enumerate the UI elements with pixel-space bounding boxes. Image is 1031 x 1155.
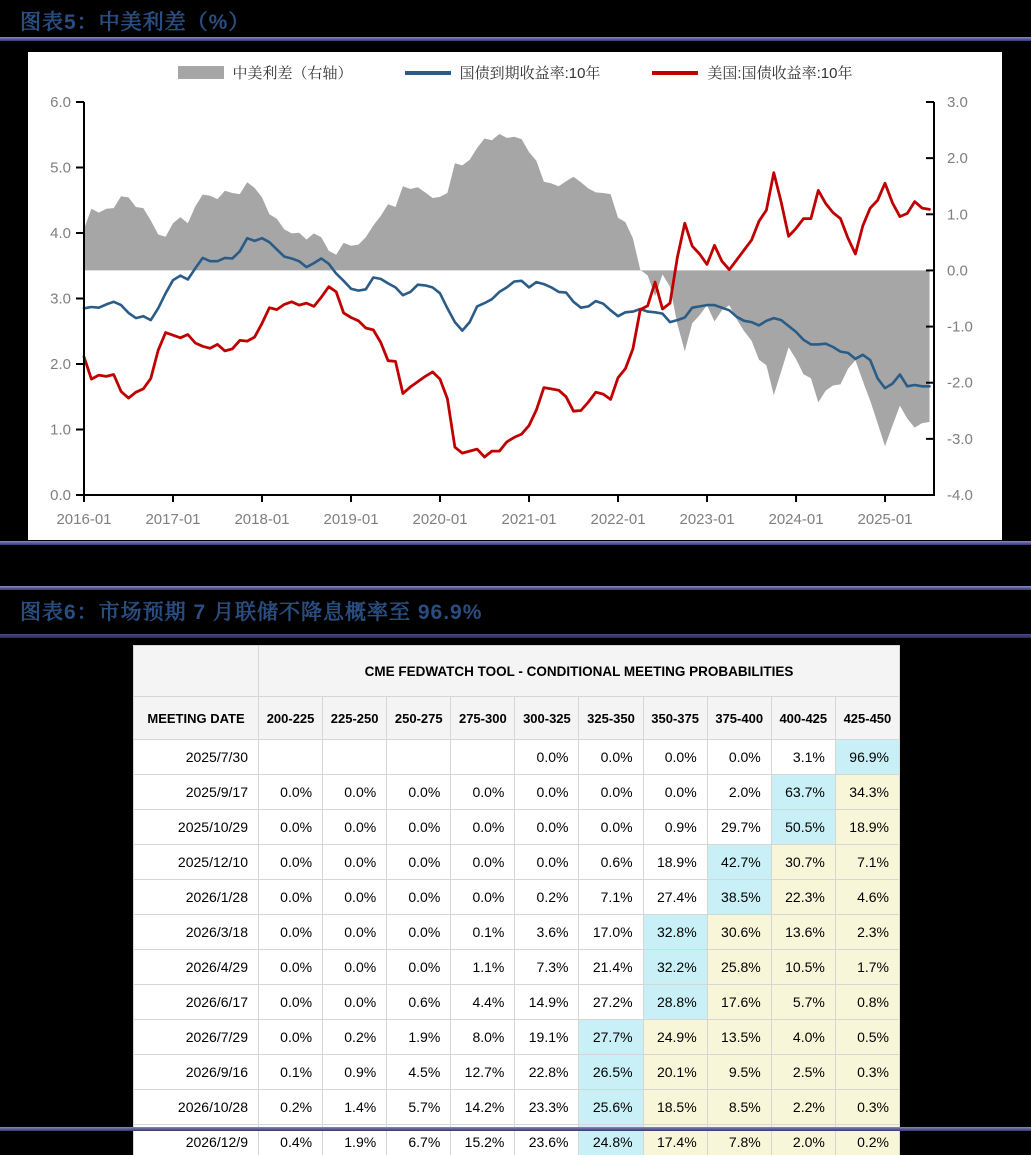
x-axis-label: 2021-01 (501, 511, 557, 528)
table-title: CME FEDWATCH TOOL - CONDITIONAL MEETING PROBABILITIES (259, 646, 900, 697)
probability-cell: 0.0% (259, 915, 323, 950)
probability-cell: 50.5% (771, 810, 835, 845)
probability-cell: 0.2% (515, 880, 579, 915)
meeting-date-cell: 2026/1/28 (134, 880, 259, 915)
probability-cell: 0.2% (835, 1125, 899, 1155)
probability-cell: 14.2% (451, 1090, 515, 1125)
probability-cell: 0.1% (259, 1055, 323, 1090)
x-axis-label: 2017-01 (145, 511, 201, 528)
right-axis-label: -1.0 (947, 318, 973, 336)
right-axis-label: 0.0 (947, 262, 968, 280)
probability-cell: 0.9% (323, 1055, 387, 1090)
probability-cell: 15.2% (451, 1125, 515, 1155)
china-line-swatch (405, 71, 451, 75)
probability-cell: 4.5% (387, 1055, 451, 1090)
probability-cell: 21.4% (579, 950, 643, 985)
probability-cell: 17.6% (707, 985, 771, 1020)
probability-cell: 1.9% (387, 1020, 451, 1055)
left-axis-label: 5.0 (50, 159, 71, 177)
probability-cell: 0.0% (515, 775, 579, 810)
probability-cell: 18.9% (643, 845, 707, 880)
rate-range-header: 250-275 (387, 697, 451, 740)
probability-cell: 17.0% (579, 915, 643, 950)
probability-cell: 23.3% (515, 1090, 579, 1125)
left-axis-label: 4.0 (50, 225, 71, 242)
probability-cell: 1.9% (323, 1125, 387, 1155)
probability-cell: 1.1% (451, 950, 515, 985)
rate-range-header: 275-300 (451, 697, 515, 740)
probability-cell: 23.6% (515, 1125, 579, 1155)
probability-cell: 20.1% (643, 1055, 707, 1090)
x-axis-label: 2023-01 (679, 511, 735, 528)
rate-range-header: 225-250 (323, 697, 387, 740)
probability-cell: 5.7% (771, 985, 835, 1020)
probability-cell: 27.7% (579, 1020, 643, 1055)
probability-cell: 24.8% (579, 1125, 643, 1155)
probability-cell: 0.0% (323, 915, 387, 950)
figure5-bottom-rule (0, 541, 1031, 545)
probability-cell: 0.0% (451, 810, 515, 845)
probability-cell: 19.1% (515, 1020, 579, 1055)
probability-cell: 2.3% (835, 915, 899, 950)
probability-cell: 0.0% (387, 880, 451, 915)
probability-cell: 29.7% (707, 810, 771, 845)
fedwatch-table (133, 645, 900, 1155)
probability-cell: 0.0% (323, 810, 387, 845)
probability-cell: 3.6% (515, 915, 579, 950)
left-axis-label: 0.0 (50, 487, 71, 504)
probability-cell: 38.5% (707, 880, 771, 915)
meeting-date-cell: 2026/7/29 (134, 1020, 259, 1055)
left-axis-label: 2.0 (50, 356, 71, 373)
probability-cell: 0.0% (451, 775, 515, 810)
probability-cell: 1.7% (835, 950, 899, 985)
table-row (134, 740, 900, 775)
probability-cell: 10.5% (771, 950, 835, 985)
china-us-spread-chart (28, 52, 1002, 540)
probability-cell: 0.3% (835, 1055, 899, 1090)
probability-cell: 26.5% (579, 1055, 643, 1090)
table-row (134, 880, 900, 915)
probability-cell: 34.3% (835, 775, 899, 810)
probability-cell: 32.2% (643, 950, 707, 985)
probability-cell: 0.0% (387, 845, 451, 880)
table-row (134, 1055, 900, 1090)
legend-label-china: 国债到期收益率:10年 (459, 65, 601, 82)
legend-item-spread (178, 62, 353, 83)
table-row (134, 810, 900, 845)
probability-cell: 0.0% (579, 810, 643, 845)
probability-cell: 0.5% (835, 1020, 899, 1055)
meeting-date-cell: 2026/9/16 (134, 1055, 259, 1090)
probability-cell: 13.5% (707, 1020, 771, 1055)
probability-cell: 0.0% (323, 985, 387, 1020)
meeting-date-cell: 2025/7/30 (134, 740, 259, 775)
figure5-title-rule (0, 37, 1031, 41)
probability-cell: 0.0% (515, 740, 579, 775)
probability-cell: 18.9% (835, 810, 899, 845)
us-line-swatch (652, 71, 698, 75)
probability-cell: 5.7% (387, 1090, 451, 1125)
probability-cell: 0.0% (643, 740, 707, 775)
probability-cell: 2.0% (771, 1125, 835, 1155)
probability-cell: 12.7% (451, 1055, 515, 1090)
probability-cell: 0.0% (579, 775, 643, 810)
probability-cell: 28.8% (643, 985, 707, 1020)
probability-cell (323, 740, 387, 775)
probability-cell: 0.0% (323, 950, 387, 985)
probability-cell: 7.1% (579, 880, 643, 915)
probability-cell: 27.4% (643, 880, 707, 915)
rate-range-header: 350-375 (643, 697, 707, 740)
legend-label-spread: 中美利差（右轴） (232, 65, 353, 82)
probability-cell: 17.4% (643, 1125, 707, 1155)
spread-area-swatch (178, 66, 224, 79)
rate-range-header: 300-325 (515, 697, 579, 740)
figure6-title-rule (0, 634, 1031, 638)
meeting-date-cell: 2025/9/17 (134, 775, 259, 810)
meeting-date-cell: 2026/12/9 (134, 1125, 259, 1155)
meeting-date-cell: 2026/3/18 (134, 915, 259, 950)
x-axis-label: 2020-01 (412, 511, 468, 528)
probability-cell: 8.5% (707, 1090, 771, 1125)
right-axis-label: 2.0 (947, 150, 968, 168)
probability-cell: 42.7% (707, 845, 771, 880)
probability-cell: 22.8% (515, 1055, 579, 1090)
meeting-date-cell: 2025/12/10 (134, 845, 259, 880)
probability-cell: 6.7% (387, 1125, 451, 1155)
right-axis-label: -4.0 (947, 487, 973, 504)
rate-range-header: 325-350 (579, 697, 643, 740)
probability-cell: 4.4% (451, 985, 515, 1020)
probability-cell: 22.3% (771, 880, 835, 915)
probability-cell: 4.0% (771, 1020, 835, 1055)
rate-range-header: 375-400 (707, 697, 771, 740)
rate-range-header: 425-450 (835, 697, 899, 740)
x-axis-label: 2024-01 (768, 511, 824, 528)
meeting-date-cell: 2026/6/17 (134, 985, 259, 1020)
probability-cell: 7.8% (707, 1125, 771, 1155)
figure5-chart-panel (28, 52, 1002, 540)
probability-cell: 0.0% (259, 950, 323, 985)
meeting-date-cell: 2026/4/29 (134, 950, 259, 985)
probability-cell: 0.0% (259, 810, 323, 845)
probability-cell: 7.1% (835, 845, 899, 880)
probability-cell: 13.6% (771, 915, 835, 950)
table-row (134, 1020, 900, 1055)
x-axis-label: 2025-01 (857, 511, 913, 528)
probability-cell: 0.8% (835, 985, 899, 1020)
table-row (134, 1090, 900, 1125)
probability-cell (259, 740, 323, 775)
probability-cell: 2.2% (771, 1090, 835, 1125)
table-row (134, 985, 900, 1020)
probability-cell: 0.3% (835, 1090, 899, 1125)
probability-cell: 0.6% (387, 985, 451, 1020)
legend-item-china-yield (405, 62, 601, 83)
legend-item-us-yield (652, 62, 852, 83)
probability-cell: 24.9% (643, 1020, 707, 1055)
probability-cell: 2.5% (771, 1055, 835, 1090)
probability-cell: 63.7% (771, 775, 835, 810)
chart-legend (28, 62, 1002, 83)
probability-cell: 0.0% (387, 810, 451, 845)
right-axis-label: 1.0 (947, 206, 968, 224)
probability-cell: 25.6% (579, 1090, 643, 1125)
probability-cell: 0.9% (643, 810, 707, 845)
meeting-date-header: MEETING DATE (134, 697, 259, 740)
probability-cell: 0.0% (515, 810, 579, 845)
probability-cell: 27.2% (579, 985, 643, 1020)
x-axis-label: 2022-01 (590, 511, 646, 528)
probability-cell: 0.0% (323, 880, 387, 915)
rate-range-header: 400-425 (771, 697, 835, 740)
probability-cell: 9.5% (707, 1055, 771, 1090)
figure6-bottom-rule (0, 1127, 1031, 1131)
probability-cell: 30.7% (771, 845, 835, 880)
rate-range-header: 200-225 (259, 697, 323, 740)
probability-cell: 0.0% (259, 1020, 323, 1055)
figure6-title: 图表6：市场预期 7 月联储不降息概率至 96.9% (20, 601, 483, 624)
left-axis-label: 1.0 (50, 421, 71, 439)
probability-cell: 0.0% (259, 775, 323, 810)
figure6-top-rule (0, 586, 1031, 590)
x-axis-label: 2019-01 (323, 511, 379, 528)
probability-cell: 0.2% (323, 1020, 387, 1055)
probability-cell: 0.0% (451, 880, 515, 915)
probability-cell: 30.6% (707, 915, 771, 950)
meeting-date-cell: 2026/10/28 (134, 1090, 259, 1125)
probability-cell: 0.1% (451, 915, 515, 950)
probability-cell (387, 740, 451, 775)
table-row (134, 950, 900, 985)
figure5-title: 图表5：中美利差（%） (20, 11, 251, 34)
probability-cell: 2.0% (707, 775, 771, 810)
probability-cell: 0.0% (515, 845, 579, 880)
table-row (134, 845, 900, 880)
probability-cell: 0.0% (259, 845, 323, 880)
probability-cell: 0.0% (259, 985, 323, 1020)
probability-cell: 0.0% (323, 775, 387, 810)
probability-cell: 0.0% (387, 775, 451, 810)
probability-cell: 0.0% (387, 950, 451, 985)
table-row (134, 915, 900, 950)
probability-cell: 1.4% (323, 1090, 387, 1125)
probability-cell: 18.5% (643, 1090, 707, 1125)
meeting-date-cell: 2025/10/29 (134, 810, 259, 845)
probability-cell (451, 740, 515, 775)
probability-cell: 0.0% (451, 845, 515, 880)
probability-cell: 8.0% (451, 1020, 515, 1055)
x-axis-label: 2016-01 (56, 511, 112, 528)
right-axis-label: -2.0 (947, 374, 973, 392)
left-axis-label: 6.0 (50, 94, 71, 111)
probability-cell: 0.0% (387, 915, 451, 950)
x-axis-label: 2018-01 (234, 511, 290, 528)
probability-cell: 25.8% (707, 950, 771, 985)
probability-cell: 14.9% (515, 985, 579, 1020)
probability-cell: 0.6% (579, 845, 643, 880)
probability-cell: 4.6% (835, 880, 899, 915)
probability-cell: 0.2% (259, 1090, 323, 1125)
left-axis-label: 3.0 (50, 290, 71, 308)
legend-label-us: 美国:国债收益率:10年 (707, 65, 853, 82)
right-axis-label: -3.0 (947, 430, 973, 448)
probability-cell: 0.4% (259, 1125, 323, 1155)
spread-area (84, 134, 930, 446)
probability-cell: 32.8% (643, 915, 707, 950)
probability-cell: 3.1% (771, 740, 835, 775)
probability-cell: 0.0% (643, 775, 707, 810)
probability-cell: 96.9% (835, 740, 899, 775)
right-axis-label: 3.0 (947, 94, 968, 111)
probability-cell: 0.0% (579, 740, 643, 775)
table-row (134, 775, 900, 810)
probability-cell: 7.3% (515, 950, 579, 985)
probability-cell: 0.0% (259, 880, 323, 915)
probability-cell: 0.0% (707, 740, 771, 775)
table-corner-cell (134, 646, 259, 697)
probability-cell: 0.0% (323, 845, 387, 880)
